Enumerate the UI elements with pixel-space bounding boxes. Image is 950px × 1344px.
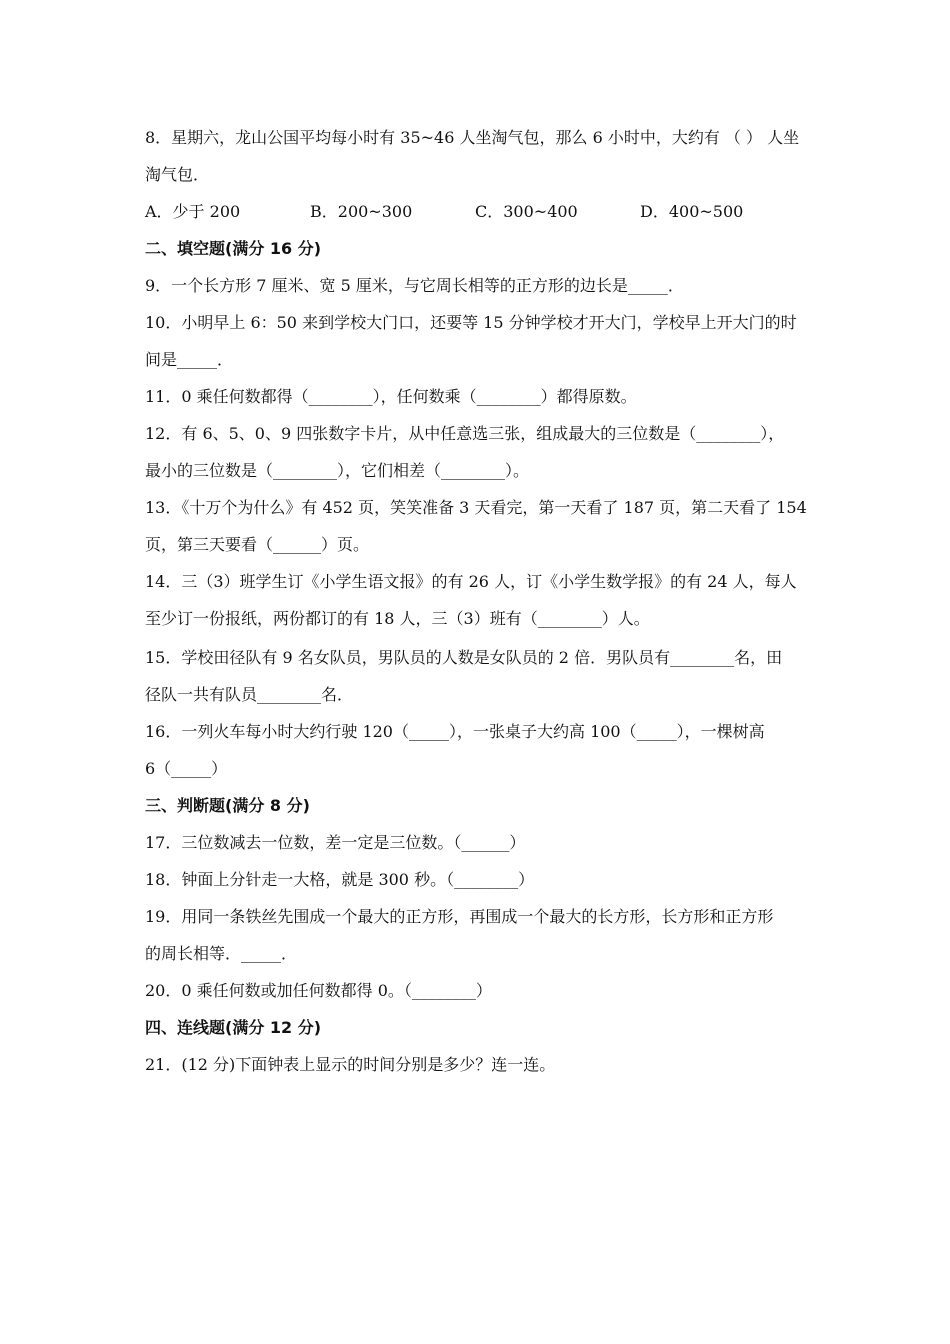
q13-line1: 13．《十万个为什么》有 452 页，笑笑准备 3 天看完，第一天看了 187 页，第二天看了 154	[145, 498, 807, 517]
q18-line1: 18．钟面上分针走一大格，就是 300 秒。（________）	[145, 870, 535, 889]
q14-line2: 至少订一份报纸，两份都订的有 18 人，三（3）班有（________）人。	[145, 609, 650, 628]
q19-line2: 的周长相等．_____．	[145, 944, 298, 963]
q19-line1: 19．用同一条铁丝先围成一个最大的正方形，再围成一个最大的长方形，长方形和正方形	[145, 907, 774, 926]
q8-line2: 淘气包．	[145, 165, 210, 184]
q15-line2: 径队一共有队员________名．	[145, 685, 354, 704]
section-heading-matching: 四、连线题(满分 12 分)	[145, 1018, 322, 1037]
q8-line1: 8．星期六，龙山公国平均每小时有 35~46 人坐淘气包，那么 6 小时中，大约有 （ ） 人坐	[145, 128, 800, 147]
q12-line1: 12．有 6、5、0、9 四张数字卡片，从中任意选三张，组成最大的三位数是（________），	[145, 424, 785, 443]
q8-option-d: D．400~500	[640, 202, 744, 221]
q11-line1: 11．0 乘任何数都得（________），任何数乘（________）都得原数。	[145, 387, 637, 406]
q12-line2: 最小的三位数是（________），它们相差（________）。	[145, 461, 530, 480]
q16-line2: 6（_____）	[145, 759, 228, 778]
q17-line1: 17．三位数减去一位数，差一定是三位数。（______）	[145, 833, 526, 852]
section-heading-true-false: 三、判断题(满分 8 分)	[145, 796, 310, 815]
section-heading-fill-blank: 二、填空题(满分 16 分)	[145, 239, 322, 258]
q14-line1: 14．三（3）班学生订《小学生语文报》的有 26 人，订《小学生数学报》的有 24 人，每人	[145, 572, 797, 591]
q10-line1: 10．小明早上 6：50 来到学校大门口，还要等 15 分钟学校才开大门，学校早上开大门的时	[145, 313, 797, 332]
q8-option-c: C．300~400	[475, 202, 578, 221]
q20-line1: 20．0 乘任何数或加任何数都得 0。（________）	[145, 981, 492, 1000]
q9-line1: 9．一个长方形 7 厘米、宽 5 厘米，与它周长相等的正方形的边长是_____．	[145, 276, 684, 295]
q8-option-a: A．少于 200	[145, 202, 241, 221]
q10-line2: 间是_____．	[145, 350, 234, 369]
q15-line1: 15．学校田径队有 9 名女队员，男队员的人数是女队员的 2 倍．男队员有________名，田	[145, 648, 783, 667]
q8-option-b: B．200~300	[310, 202, 413, 221]
q13-line2: 页，第三天要看（______）页。	[145, 535, 370, 554]
q16-line1: 16．一列火车每小时大约行驶 120（_____），一张桌子大约高 100（_____），一棵树高	[145, 722, 765, 741]
q21-line1: 21．(12 分)下面钟表上显示的时间分别是多少？连一连。	[145, 1055, 556, 1074]
